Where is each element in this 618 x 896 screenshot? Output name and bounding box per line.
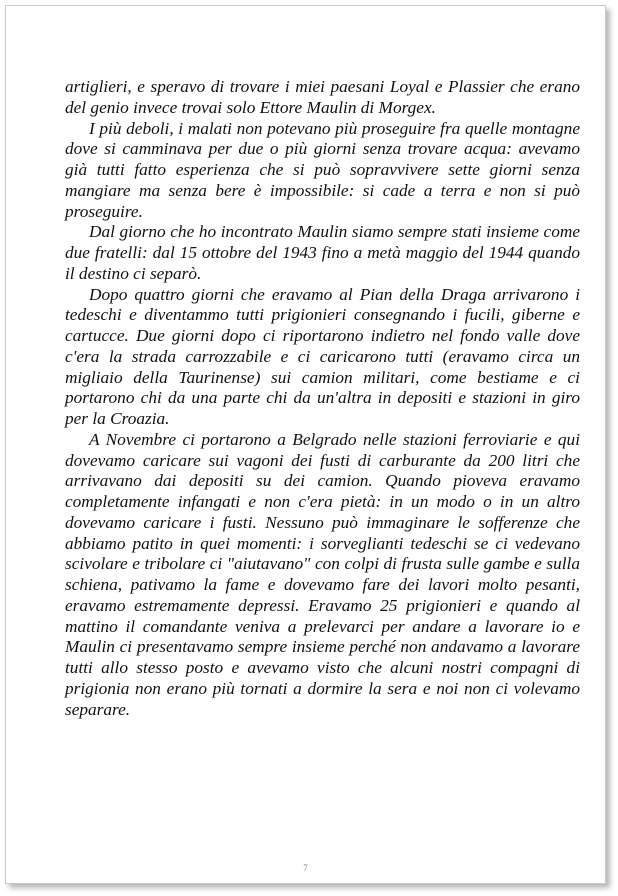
- paragraph-5: A Novembre ci portarono a Belgrado nelle stazioni ferroviarie e qui dovevamo caricare sui vagoni dei fusti di carburante da 200 litri che arrivavano dai depositi su dei camion. Quando pioveva eravamo completamente infangati e non c'era pietà: in un modo o in un altro dovevamo caricare i fusti. Nessuno può immaginare le sofferenze che abbiamo patito in quei momenti: i sorveglianti tedeschi se ci vedevano scivolare e tribolare ci "aiutavano" con colpi di frusta sulle gambe e sulla schiena, pativamo la fame e dovevamo fare dei lavori molto pesanti, eravamo estremamente depressi. Eravamo 25 prigionieri e quando al mattino il comandante veniva a prelevarci per andare a lavorare io e Maulin ci presentavamo sempre insieme perché non andavamo a lavorare tutti allo stesso posto e avevamo visto che alcuni nostri compagni di prigionia non erano più tornati a dormire la sera e noi non ci volevamo separare.: [65, 429, 580, 719]
- paragraph-2: I più deboli, i malati non potevano più proseguire fra quelle montagne dove si camminava per due o più giorni senza trovare acqua: avevamo già tutti fatto esperienza che si può sopravvivere sette giorni senza mangiare ma senza bere è impossibile: si cade a terra e non si può proseguire.: [65, 118, 580, 221]
- paragraph-4: Dopo quattro giorni che eravamo al Pian della Draga arrivarono i tedeschi e diventammo tutti prigionieri consegnando i fucili, giberne e cartucce. Due giorni dopo ci riportarono indietro nel fondo valle dove c'era la strada carrozzabile e ci caricarono tutti (eravamo circa un migliaio della Taurinense) sui camion militari, come bestiame e ci portarono chi da una parte chi da un'altra in depositi e stazioni in giro per la Croazia.: [65, 284, 580, 428]
- paragraph-3: Dal giorno che ho incontrato Maulin siamo sempre stati insieme come due fratelli: dal 15 ottobre del 1943 fino a metà maggio del 1944 quando il destino ci separò.: [65, 222, 580, 283]
- page-number: 7: [303, 863, 308, 873]
- book-page: [5, 5, 606, 884]
- page-body: [65, 77, 580, 720]
- paragraph-1: artiglieri, e speravo di trovare i miei paesani Loyal e Plassier che erano del genio invece trovai solo Ettore Maulin di Morgex.: [65, 77, 580, 117]
